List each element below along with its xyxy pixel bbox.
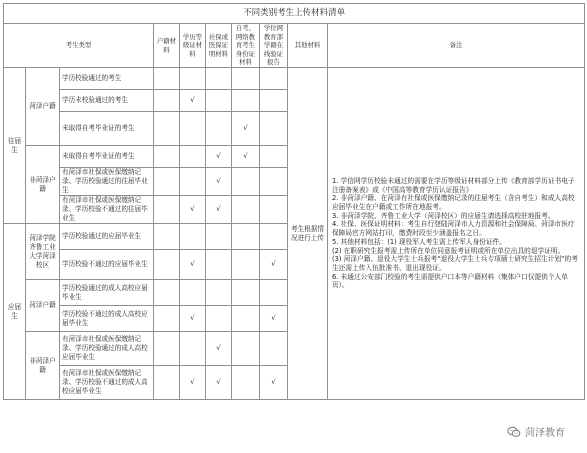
check-mark: √ [232,112,260,146]
row-label: 学历校验通过的考生 [60,68,154,90]
row-label: 学历未校验通过的考生 [60,90,154,112]
row-label: 学历校验通过的应届毕业生 [60,224,154,250]
header-zikao: 自考、网络教育考生身份证材料 [232,24,260,68]
note-item: 4. 社保、医保证明材料：考生自行登陆菏泽市人力资源和社会保障局、菏泽市医疗保障局官方网站打印，缴费时段至少涵盖报名之日。 [332,220,575,238]
check-mark: √ [206,332,232,366]
check-mark: √ [260,250,288,280]
notes-cell [328,68,585,400]
wechat-icon [507,425,521,439]
row-label: 有菏泽市社保或医保缴纳记录、学历校验不通过的成人高校应届毕业生 [60,366,154,400]
group-yingjie: 应届生 [4,224,26,400]
watermark-text: 菏泽教育 [525,428,565,439]
check-mark: √ [206,168,232,196]
row-label: 有菏泽市社保或医保缴纳记录、学历校验不通过的往届毕业生 [60,196,154,224]
header-note: 备注 [328,24,585,68]
group-heze-huji-1: 菏泽户籍 [26,68,60,146]
table-row [4,68,585,90]
check-mark: √ [232,146,260,168]
check-mark: √ [206,196,232,224]
check-mark: √ [206,366,232,400]
group-heze-school: 菏泽学院齐鲁工业大学菏泽校区 [26,224,60,280]
table-title: 不同类别考生上传材料清单 [4,4,585,24]
materials-table [3,3,585,400]
note-item: 1. 学信网学历校验未通过的需要在学历等级证材料部分上传《教育部学历证书电子注册备案表》或《中国高等教育学历认证报告》 [332,176,575,194]
group-non-heze-1: 非菏泽户籍 [26,146,60,224]
check-mark: √ [260,306,288,332]
check-mark: √ [180,90,206,112]
check-mark: √ [206,146,232,168]
note-item: (2) 在职研究生报考需上传所在单位同意报考证明或所在单位出具的退学证明。 [332,246,565,255]
check-mark: √ [180,366,206,400]
row-label: 学历校验通过的成人高校应届毕业生 [60,280,154,306]
row-label: 学历校验不通过的应届毕业生 [60,250,154,280]
note-item: 5. 其他材料包括：(1) 现役军人考生需上传军人身份证件。 [332,237,506,246]
header-other: 其他材料 [288,24,328,68]
note-item: 6. 未通过公安部门校验的考生需提供户口本等户籍材料（集体户口仅提供个人单页）。 [332,272,568,290]
row-label: 学历校验不通过的成人高校应届毕业生 [60,306,154,332]
other-material: 考生根据情况进行上传 [288,68,328,400]
check-mark: √ [180,196,206,224]
note-item: 2. 非菏泽户籍、在菏泽有社保或医保缴纳记录的往届考生（含自考生）和成人高校应届毕业生在户籍或工作所在地报考。 [332,194,575,212]
watermark [507,424,565,439]
header-xueli: 学历等级证材料 [180,24,206,68]
header-hukou: 户籍材料 [154,24,180,68]
header-shebao: 社保或医保证明材料 [206,24,232,68]
note-item: 3. 非菏泽学院、齐鲁工业大学（菏泽校区）的应届生请选择高校驻地报考。 [332,211,555,220]
note-item: (3) 菏泽户籍、退役大学生士兵报考“退役大学生士兵专项硕士研究生招生计划”的考生还需上传入伍批准书、退出现役证。 [332,255,578,272]
check-mark: √ [260,366,288,400]
group-non-heze-2: 非菏泽户籍 [26,332,60,400]
group-wangjie: 往届生 [4,68,26,224]
row-label: 有菏泽市社保或医保缴纳记录、学历校验通过的成人高校应届毕业生 [60,332,154,366]
row-label: 未取得自考毕业证的考生 [60,112,154,146]
group-heze-huji-2: 菏泽户籍 [26,280,60,332]
header-row [4,24,585,68]
check-mark: √ [180,306,206,332]
check-mark: √ [180,250,206,280]
row-label: 未取得自考毕业证的考生 [60,146,154,168]
row-label: 有菏泽市社保或医保缴纳记录、学历校验通过的往届毕业生 [60,168,154,196]
header-type: 考生类型 [4,24,154,68]
header-xuewei: 学位网教育部学籍在线验证报告 [260,24,288,68]
